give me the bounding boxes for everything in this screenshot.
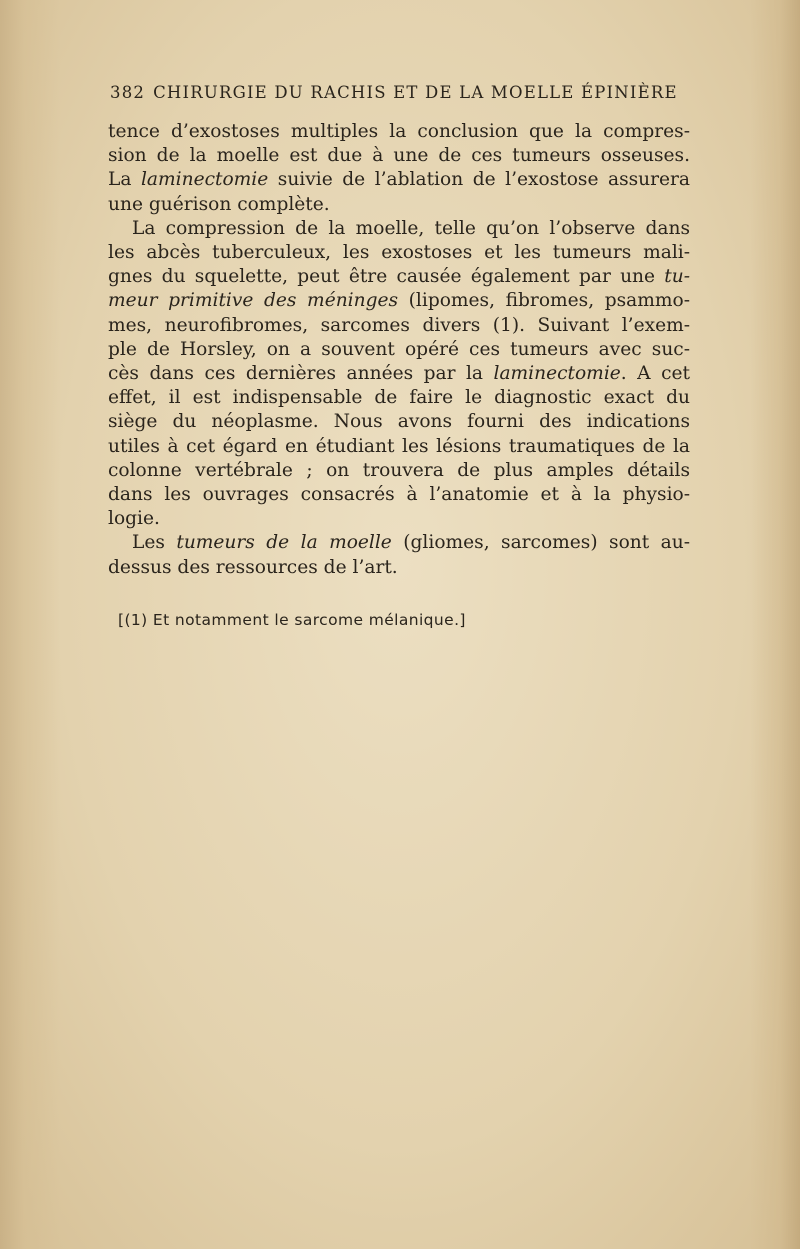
paragraph-start: La compression de la moelle, telle qu’on l’observe dans (132, 217, 690, 239)
text-line: mes, neurofibromes, sarcomes divers (1). Suivant l’exem- (108, 314, 690, 336)
text-line (108, 289, 690, 313)
running-title: CHIRURGIE DU RACHIS ET DE LA MOELLE ÉPINIÈRE (153, 83, 678, 102)
footnote: [(1) Et notamment le sarcome mélanique.] (118, 611, 466, 629)
text-run: (lipomes, fibromes, psammo- (398, 290, 690, 312)
text-run: suivie de l’ablation de l’exostose assurera (268, 169, 691, 191)
text-line: dessus des ressources de l’art. (108, 556, 398, 578)
text-line: utiles à cet égard en étudiant les lésions traumatiques de la (108, 435, 690, 457)
italic-term: meur primitive des méninges (108, 290, 399, 312)
text-run: La (108, 169, 141, 191)
text-line (108, 362, 690, 386)
page-edge-shadow-right (750, 0, 800, 1249)
text-run: . A cet (620, 363, 690, 385)
text-line (108, 265, 690, 289)
paragraph-start (108, 531, 690, 555)
italic-term: laminectomie (140, 169, 269, 191)
text-run: (gliomes, sarcomes) sont au- (391, 532, 691, 554)
body-text (108, 120, 690, 580)
text-line: effet, il est indispensable de faire le diagnostic exact du (108, 387, 690, 409)
text-line: tence d’exostoses multiples la conclusion que la compres- (108, 121, 690, 142)
running-header (110, 83, 690, 102)
text-run: gnes du squelette, peut être causée également par une (108, 266, 665, 288)
text-line: siège du néoplasme. Nous avons fourni des indications (108, 411, 690, 433)
text-line: une guérison complète. (108, 193, 330, 215)
text-line: logie. (108, 508, 160, 530)
text-line: ple de Horsley, on a souvent opéré ces tumeurs avec suc- (108, 338, 690, 360)
text-line: sion de la moelle est due à une de ces tumeurs osseuses. (108, 145, 690, 167)
text-line: les abcès tuberculeux, les exostoses et les tumeurs mali- (108, 242, 690, 264)
page-edge-shadow-left (0, 0, 60, 1249)
italic-term: tumeurs de la moelle (176, 532, 392, 554)
italic-term: tu- (664, 266, 690, 288)
text-run: Les (132, 532, 177, 554)
italic-term: laminectomie (493, 363, 621, 385)
text-run: cès dans ces dernières années par la (108, 363, 494, 385)
text-line: dans les ouvrages consacrés à l’anatomie et à la physio- (108, 484, 690, 506)
text-line (108, 168, 690, 192)
page-number: 382 (110, 83, 146, 102)
text-line: colonne vertébrale ; on trouvera de plus amples détails (108, 459, 690, 481)
